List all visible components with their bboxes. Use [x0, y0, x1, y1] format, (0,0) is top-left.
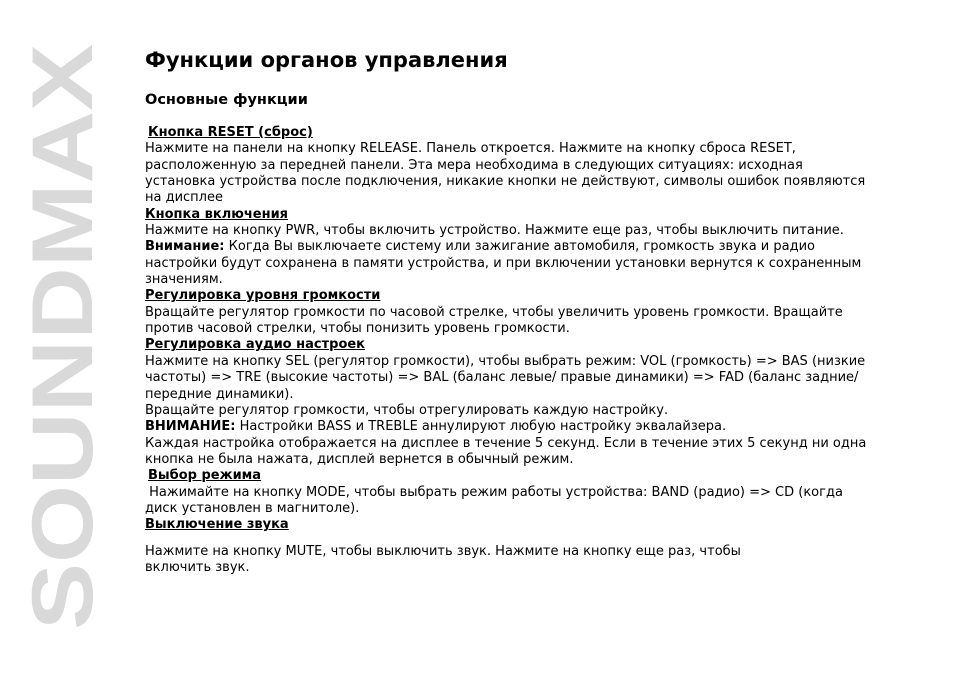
soundmax-logo [15, 44, 111, 630]
mute-line: включить звук. [145, 559, 250, 575]
power-warning [145, 239, 915, 255]
volume-line: Вращайте регулятор громкости по часовой стрелке, чтобы увеличить уровень громкости. Вращайте [145, 304, 843, 320]
reset-line: расположенную за передней панели. Эта мера необходима в следующих ситуациях: исходная [145, 157, 803, 173]
warning-text: Настройки BASS и TREBLE аннулируют любую настройку эквалайзера. [235, 419, 727, 435]
page-subtitle: Основные функции [145, 92, 308, 108]
mode-line: Нажимайте на кнопку MODE, чтобы выбрать режим работы устройства: BAND (радио) => CD (когда [145, 484, 843, 500]
reset-line: установка устройства после подключения, никакие кнопки не действуют, символы ошибок появляются [145, 174, 866, 190]
document-body [145, 125, 915, 576]
section-heading-audio: Регулировка аудио настроек [145, 337, 366, 353]
warning-label: Внимание: [145, 239, 225, 255]
audio-warning [145, 419, 915, 435]
soundmax-logo-text: SOUNDMAX [15, 128, 111, 630]
reset-line: на дисплее [145, 190, 223, 206]
volume-line: против часовой стрелки, чтобы понизить уровень громкости. [145, 321, 570, 337]
audio-line: Вращайте регулятор громкости, чтобы отрегулировать каждую настройку. [145, 402, 669, 418]
audio-line: передние динамики). [145, 386, 294, 402]
audio-after-line: кнопка не была нажата, дисплей вернется в обычный режим. [145, 451, 574, 467]
power-warning-line: настройки будут сохранена в памяти устройства, и при включении установки вернутся к сохраненным [145, 255, 862, 271]
mute-line: Нажмите на кнопку MUTE, чтобы выключить звук. Нажмите на кнопку еще раз, чтобы [145, 543, 741, 559]
section-heading-reset: Кнопка RESET (сброс) [148, 125, 313, 140]
audio-line: частоты) => TRE (высокие частоты) => BAL (баланс левые/ правые динамики) => FAD (баланс задние/ [145, 370, 859, 386]
section-heading-volume: Регулировка уровня громкости [145, 288, 381, 304]
audio-line: Нажмите на кнопку SEL (регулятор громкости), чтобы выбрать режим: VOL (громкость) => BAS (низкие [145, 353, 866, 369]
audio-after-line: Каждая настройка отображается на дисплее в течение 5 секунд. Если в течение этих 5 секунд ни одна [145, 435, 867, 451]
section-heading-power: Кнопка включения [145, 206, 289, 222]
power-line: Нажмите на кнопку PWR, чтобы включить устройство. Нажмите еще раз, чтобы выключить питание. [145, 223, 844, 239]
power-warning-line: значениям. [145, 272, 223, 288]
section-heading-mute: Выключение звука [145, 517, 289, 533]
reset-line: Нажмите на панели на кнопку RELEASE. Панель откроется. Нажмите на кнопку сброса RESET, [145, 141, 796, 157]
section-heading-mode: Выбор режима [148, 468, 262, 484]
warning-label: ВНИМАНИЕ: [145, 419, 236, 435]
mode-line: диск установлен в магнитоле). [145, 500, 360, 516]
page-title: Функции органов управления [145, 48, 508, 72]
warning-text: Когда Вы выключаете систему или зажигание автомобиля, громкость звука и радио [224, 239, 815, 255]
